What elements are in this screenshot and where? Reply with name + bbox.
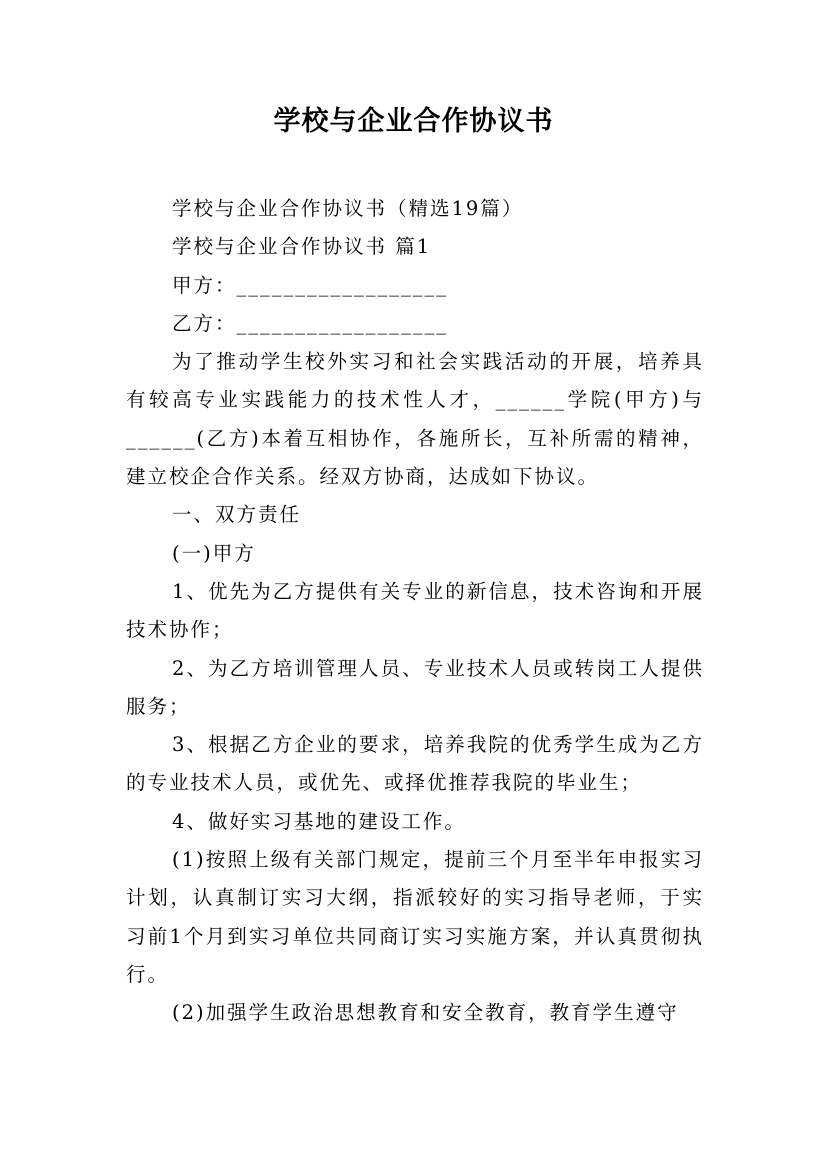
paragraph-item-1: 1、优先为乙方提供有关专业的新信息，技术咨询和开展技术协作；: [126, 579, 704, 642]
paragraph-chapter-heading: 学校与企业合作协议书 篇1: [172, 235, 432, 259]
paragraph-item-4: 4、做好实习基地的建设工作。: [172, 809, 466, 833]
document-body: [126, 190, 704, 1033]
paragraph-item-2: 2、为乙方培训管理人员、专业技术人员或转岗工人提供服务；: [126, 656, 704, 718]
paragraph-party-a: 甲方：__________________: [172, 273, 449, 297]
paragraph-subitem-1: (1)按照上级有关部门规定，提前三个月至半年申报实习计划，认真制订实习大纲，指派较好的实习指导老师，于实习前1个月到实习单位共同商订实习实施方案，并认真贯彻执行。: [126, 848, 704, 986]
document-title: 学校与企业合作协议书: [273, 106, 554, 137]
paragraph-item-3: 3、根据乙方企业的要求，培养我院的优秀学生成为乙方的专业技术人员，或优先、或择优推荐我院的毕业生；: [126, 733, 704, 795]
paragraph-subitem-2: (2)加强学生政治思想教育和安全教育，教育学生遵守: [172, 1001, 679, 1025]
paragraph-subsection-heading: (一)甲方: [172, 541, 256, 565]
paragraph-subtitle: 学校与企业合作协议书（精选19篇）: [172, 197, 524, 220]
paragraph-section-heading: 一、双方责任: [172, 503, 302, 527]
paragraph-preamble: 为了推动学生校外实习和社会实践活动的开展，培养具有较高专业实践能力的技术性人才，______学院(甲方)与______(乙方)本着互相协作，各施所长，互补所需的精神，建立校企合作关系。经双方协商，达成如下协议。: [126, 350, 704, 489]
paragraph-party-b: 乙方：__________________: [172, 311, 449, 335]
